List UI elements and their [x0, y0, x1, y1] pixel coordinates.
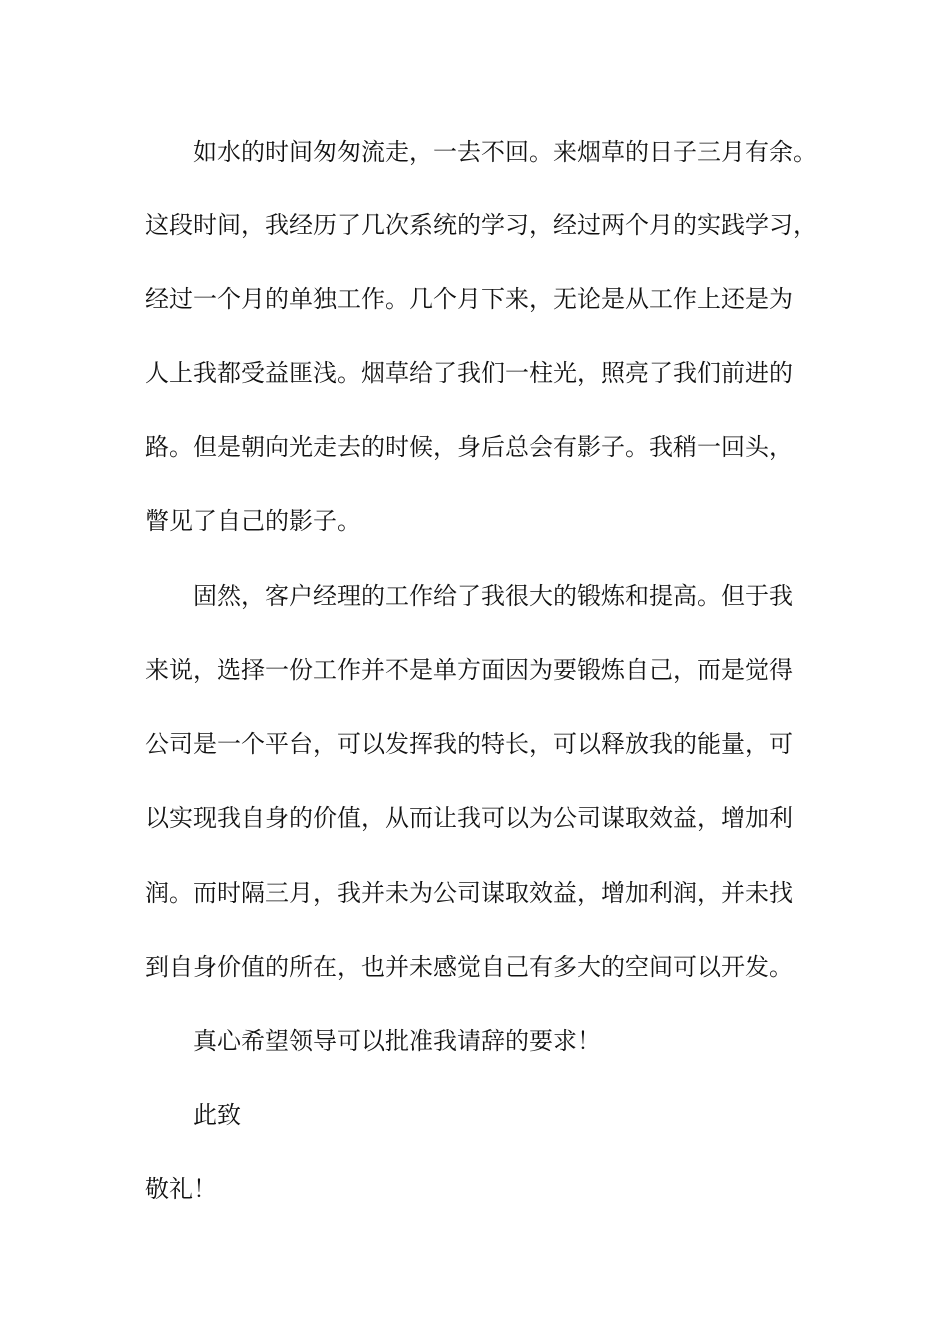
- text-line: 经过一个月的单独工作。几个月下来，无论是从工作上还是为: [145, 285, 793, 313]
- text-line: 来说，选择一份工作并不是单方面因为要锻炼自己，而是觉得: [145, 656, 793, 684]
- text-line: 这段时间，我经历了几次系统的学习，经过两个月的实践学习，: [145, 211, 817, 239]
- salutation-line: 敬礼！: [145, 1175, 217, 1203]
- text-line: 到自身价值的所在，也并未感觉自己有多大的空间可以开发。: [145, 953, 793, 981]
- text-line: 以实现我自身的价值，从而让我可以为公司谋取效益，增加利: [145, 804, 793, 832]
- text-line: 润。而时隔三月，我并未为公司谋取效益，增加利润，并未找: [145, 879, 793, 907]
- text-line: 公司是一个平台，可以发挥我的特长，可以释放我的能量，可: [145, 730, 793, 758]
- text-line: 路。但是朝向光走去的时候，身后总会有影子。我稍一回头，: [145, 433, 793, 461]
- text-line: 真心希望领导可以批准我请辞的要求！: [193, 1027, 601, 1055]
- text-line: 人上我都受益匪浅。烟草给了我们一柱光，照亮了我们前进的: [145, 359, 793, 387]
- text-line: 如水的时间匆匆流走，一去不回。来烟草的日子三月有余。: [193, 138, 817, 166]
- text-line: 瞥见了自己的影子。: [145, 507, 361, 535]
- closing-line: 此致: [193, 1101, 241, 1129]
- text-line: 固然，客户经理的工作给了我很大的锻炼和提高。但于我: [193, 582, 793, 610]
